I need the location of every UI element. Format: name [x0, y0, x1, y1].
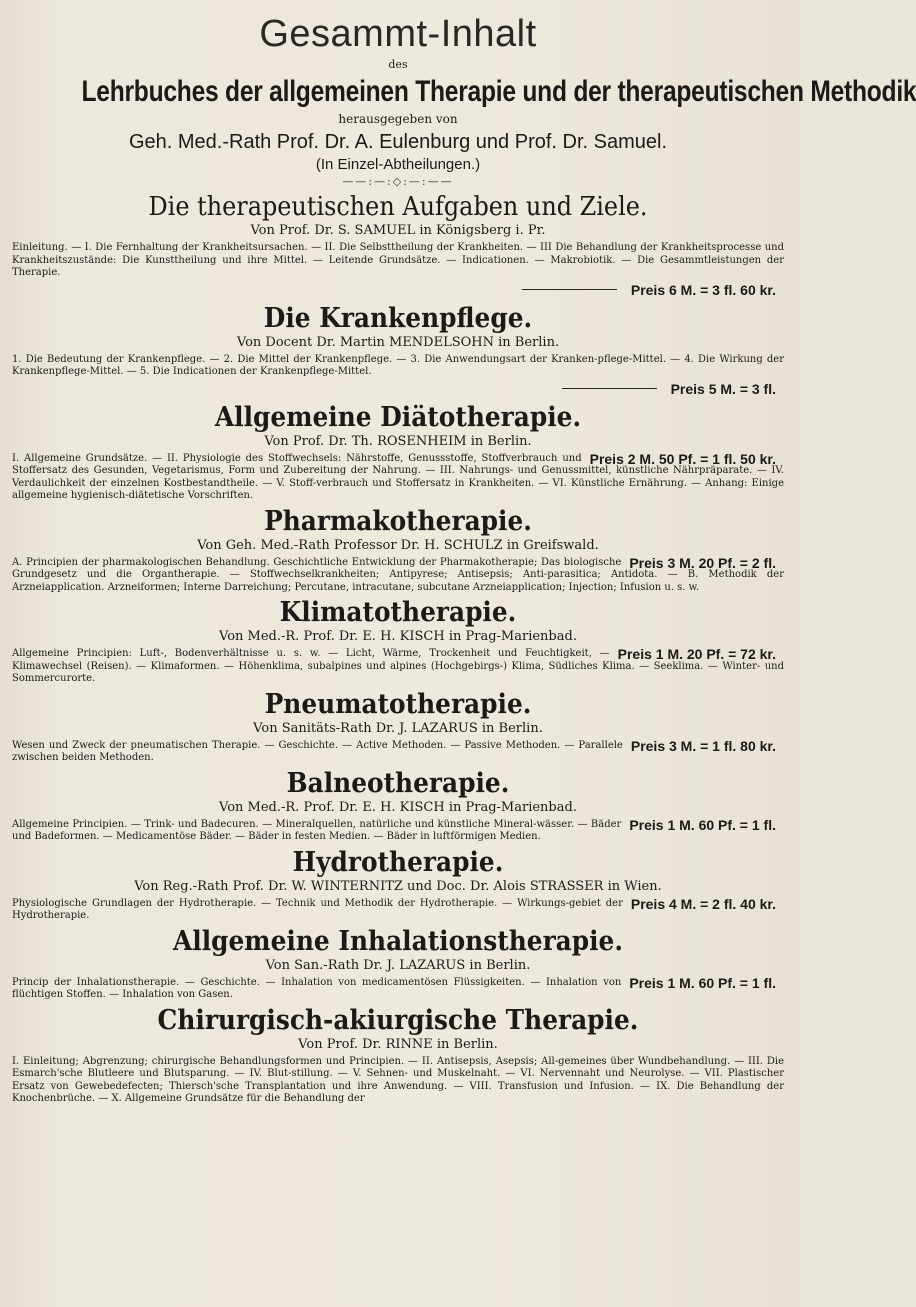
section-description-text: Wesen und Zweck der pneumatischen Therapie. — Geschichte. — Active Methoden. — Passive Methoden. — Parallele zwischen beiden Methoden.	[12, 739, 623, 763]
section-description	[12, 816, 784, 844]
section-author: Von Prof. Dr. Th. ROSENHEIM in Berlin.	[264, 433, 532, 449]
section-price: Preis 1 M. 60 Pf. = 1 fl.	[629, 974, 776, 991]
section-inhalationstherapie	[12, 927, 784, 1002]
section-chirurgische-therapie	[12, 1006, 784, 1106]
section-description	[12, 974, 784, 1002]
section-therapeutische-aufgaben	[12, 192, 784, 300]
section-author: Von Docent Dr. Martin MENDELSOHN in Berlin.	[236, 334, 560, 350]
section-title: Allgemeine Inhalationstherapie.	[172, 925, 624, 957]
ornament-divider: ——:—:◇:—:——	[342, 175, 454, 188]
section-pneumatotherapie	[12, 690, 784, 765]
edition-note: (In Einzel-Abtheilungen.)	[315, 156, 481, 173]
section-author: Von Prof. Dr. S. SAMUEL in Königsberg i. Pr.	[250, 223, 546, 238]
header	[12, 12, 916, 188]
price-rule	[562, 388, 657, 389]
section-price: Preis 4 M. = 2 fl. 40 kr.	[630, 895, 776, 912]
section-price: Preis 1 M. 60 Pf. = 1 fl.	[629, 816, 776, 833]
section-title: Chirurgisch-akiurgische Therapie.	[157, 1004, 639, 1036]
section-pharmakotherapie	[12, 507, 784, 595]
section-description	[12, 648, 784, 686]
section-hydrotherapie	[12, 848, 784, 923]
section-krankenpflege	[12, 304, 784, 399]
section-author: Von Prof. Dr. RINNE in Berlin.	[298, 1036, 498, 1052]
section-title: Pharmakotherapie.	[264, 505, 532, 537]
section-price: Preis 3 M. = 1 fl. 80 kr.	[630, 737, 776, 754]
section-description	[12, 554, 784, 595]
page-title: Gesammt-Inhalt	[259, 13, 537, 55]
section-description: Einleitung. — I. Die Fernhaltung der Krankheitsursachen. — II. Die Selbsttheilung der Krankheiten. — III Die Behandlung der Krankheitsprocesse und Krankheitszustände: Die Kunsttheilung und ihre Mittel. — Leitende Grundsätze. — Indicationen. — Makrobiotik. — Die Gesammtleistungen der Therapie.	[12, 242, 784, 278]
section-description-text: Princip der Inhalationstherapie. — Geschichte. — Inhalation von medicamentösen Flüssigkeiten. — Inhalation von flüchtigen Stoffen. — Inhalation von Gasen.	[12, 976, 622, 1000]
section-price: Preis 5 M. = 3 fl.	[670, 380, 776, 397]
section-description-text: Allgemeine Principien: Luft-, Bodenverhältnisse u. s. w. — Licht, Wärme, Trockenheit und Feuchtigkeit, — Klimawechsel (Reisen). — Klimaformen. — Höhenklima, subalpines und alpines (Hochgebirgs-) Klima, Südliches Klima. — Seeklima. — Winter- und Sommercurorte.	[12, 648, 784, 684]
section-description-text: Physiologische Grundlagen der Hydrotherapie. — Technik und Methodik der Hydrotherapie. — Wirkungs-gebiet der Hydrotherapie.	[12, 897, 623, 921]
price-row	[12, 379, 784, 399]
book-title: Lehrbuches der allgemeinen Therapie und der therapeutischen Methodik	[81, 75, 916, 108]
section-title: Hydrotherapie.	[292, 846, 504, 878]
section-author: Von Med.-R. Prof. Dr. E. H. KISCH in Prag-Marienbad.	[219, 799, 577, 815]
section-description-text: A. Principien der pharmakologischen Behandlung. Geschichtliche Entwicklung der Pharmakotherapie; Das biologische Grundgesetz und die Organtherapie. — Stoffwechselkrankheiten; Antipyrese; Antisepsis; Anti-parasitica; Antidota. — B. Methodik der Arzneiapplication. Arzneiformen; Interne Darreichung; Percutane, intracutane, subcutane Arzneiapplication; Injection; Infusion u. s. w.	[12, 556, 784, 593]
section-author: Von Med.-R. Prof. Dr. E. H. KISCH in Prag-Marienbad.	[219, 629, 577, 644]
price-row	[12, 280, 784, 300]
section-title: Klimatotherapie.	[279, 597, 517, 628]
section-title: Balneotherapie.	[286, 767, 510, 799]
price-rule	[522, 289, 617, 290]
section-description	[12, 737, 784, 765]
section-description	[12, 450, 784, 503]
section-title: Die Krankenpflege.	[263, 302, 533, 334]
section-author: Von Reg.-Rath Prof. Dr. W. WINTERNITZ und Doc. Dr. Alois STRASSER in Wien.	[134, 878, 662, 894]
section-title: Allgemeine Diätotherapie.	[214, 401, 582, 433]
section-description: 1. Die Bedeutung der Krankenpflege. — 2. Die Mittel der Krankenpflege. — 3. Die Anwendungsart der Kranken-pflege-Mittel. — 4. Die Wirkung der Krankenpflege-Mittel. — 5. Die Indicationen der Krankenpflege-Mittel.	[12, 353, 784, 377]
section-klimatotherapie	[12, 598, 784, 686]
editors: Geh. Med.-Rath Prof. Dr. A. Eulenburg und Prof. Dr. Samuel.	[128, 131, 668, 153]
section-price: Preis 1 M. 20 Pf. = 72 kr.	[617, 646, 776, 662]
section-author: Von Geh. Med.-Rath Professor Dr. H. SCHULZ in Greifswald.	[197, 537, 599, 553]
section-price: Preis 6 M. = 3 fl. 60 kr.	[630, 281, 776, 298]
section-title: Die therapeutischen Aufgaben und Ziele.	[148, 192, 648, 222]
section-diaetotherapie	[12, 403, 784, 503]
section-author: Von Sanitäts-Rath Dr. J. LAZARUS in Berlin.	[253, 720, 543, 736]
section-author: Von San.-Rath Dr. J. LAZARUS in Berlin.	[265, 957, 531, 973]
section-balneotherapie	[12, 769, 784, 844]
section-description-text: Allgemeine Principien. — Trink- und Badecuren. — Mineralquellen, natürliche und künstliche Mineral-wässer. — Bäder und Badeformen. — Medicamentöse Bäder. — Bäder in festen Medien. — Bäder in luftförmigen Medien.	[12, 818, 622, 842]
section-description	[12, 895, 784, 923]
section-price: Preis 3 M. 20 Pf. = 2 fl.	[629, 554, 776, 571]
title-connector: des	[388, 58, 408, 71]
section-description-text: I. Allgemeine Grundsätze. — II. Physiologie des Stoffwechsels: Nährstoffe, Genussstoffe, Stoffverbrauch und Stoffersatz des Gesunden, Vegetarismus, Form und Zubereitung der Nahrung. — III. Nahrungs- und Genussmittel, künstliche Nährpräparate. — IV. Verdaulichkeit der einzelnen Kostbestandtheile. — V. Stoff-verbrauch und Stoffersatz in Krankheiten. — VI. Künstliche Ernährung. — Anhang: Einige allgemeine hygienisch-diätetische Vorschriften.	[12, 452, 784, 501]
section-description: I. Einleitung; Abgrenzung; chirurgische Behandlungsformen und Principien. — II. Antisepsis, Asepsis; All-gemeines über Wundbehandlung. — III. Die Esmarch'sche Blutleere und Blutsparung. — IV. Blut-stillung. — V. Sehnen- und Muskelnaht. — VI. Nervennaht und Neurolyse. — VII. Plastischer Ersatz von Gewebedefecten; Thiersch'sche Transplantation und ihre Anwendung. — VIII. Transfusion und Infusion. — IX. Die Behandlung der Knochenbrüche. — X. Allgemeine Grundsätze für die Behandlung der	[12, 1055, 784, 1104]
publisher-note: herausgegeben von	[338, 112, 458, 126]
section-price: Preis 2 M. 50 Pf. = 1 fl. 50 kr.	[589, 450, 776, 467]
section-title: Pneumatotherapie.	[264, 688, 532, 720]
